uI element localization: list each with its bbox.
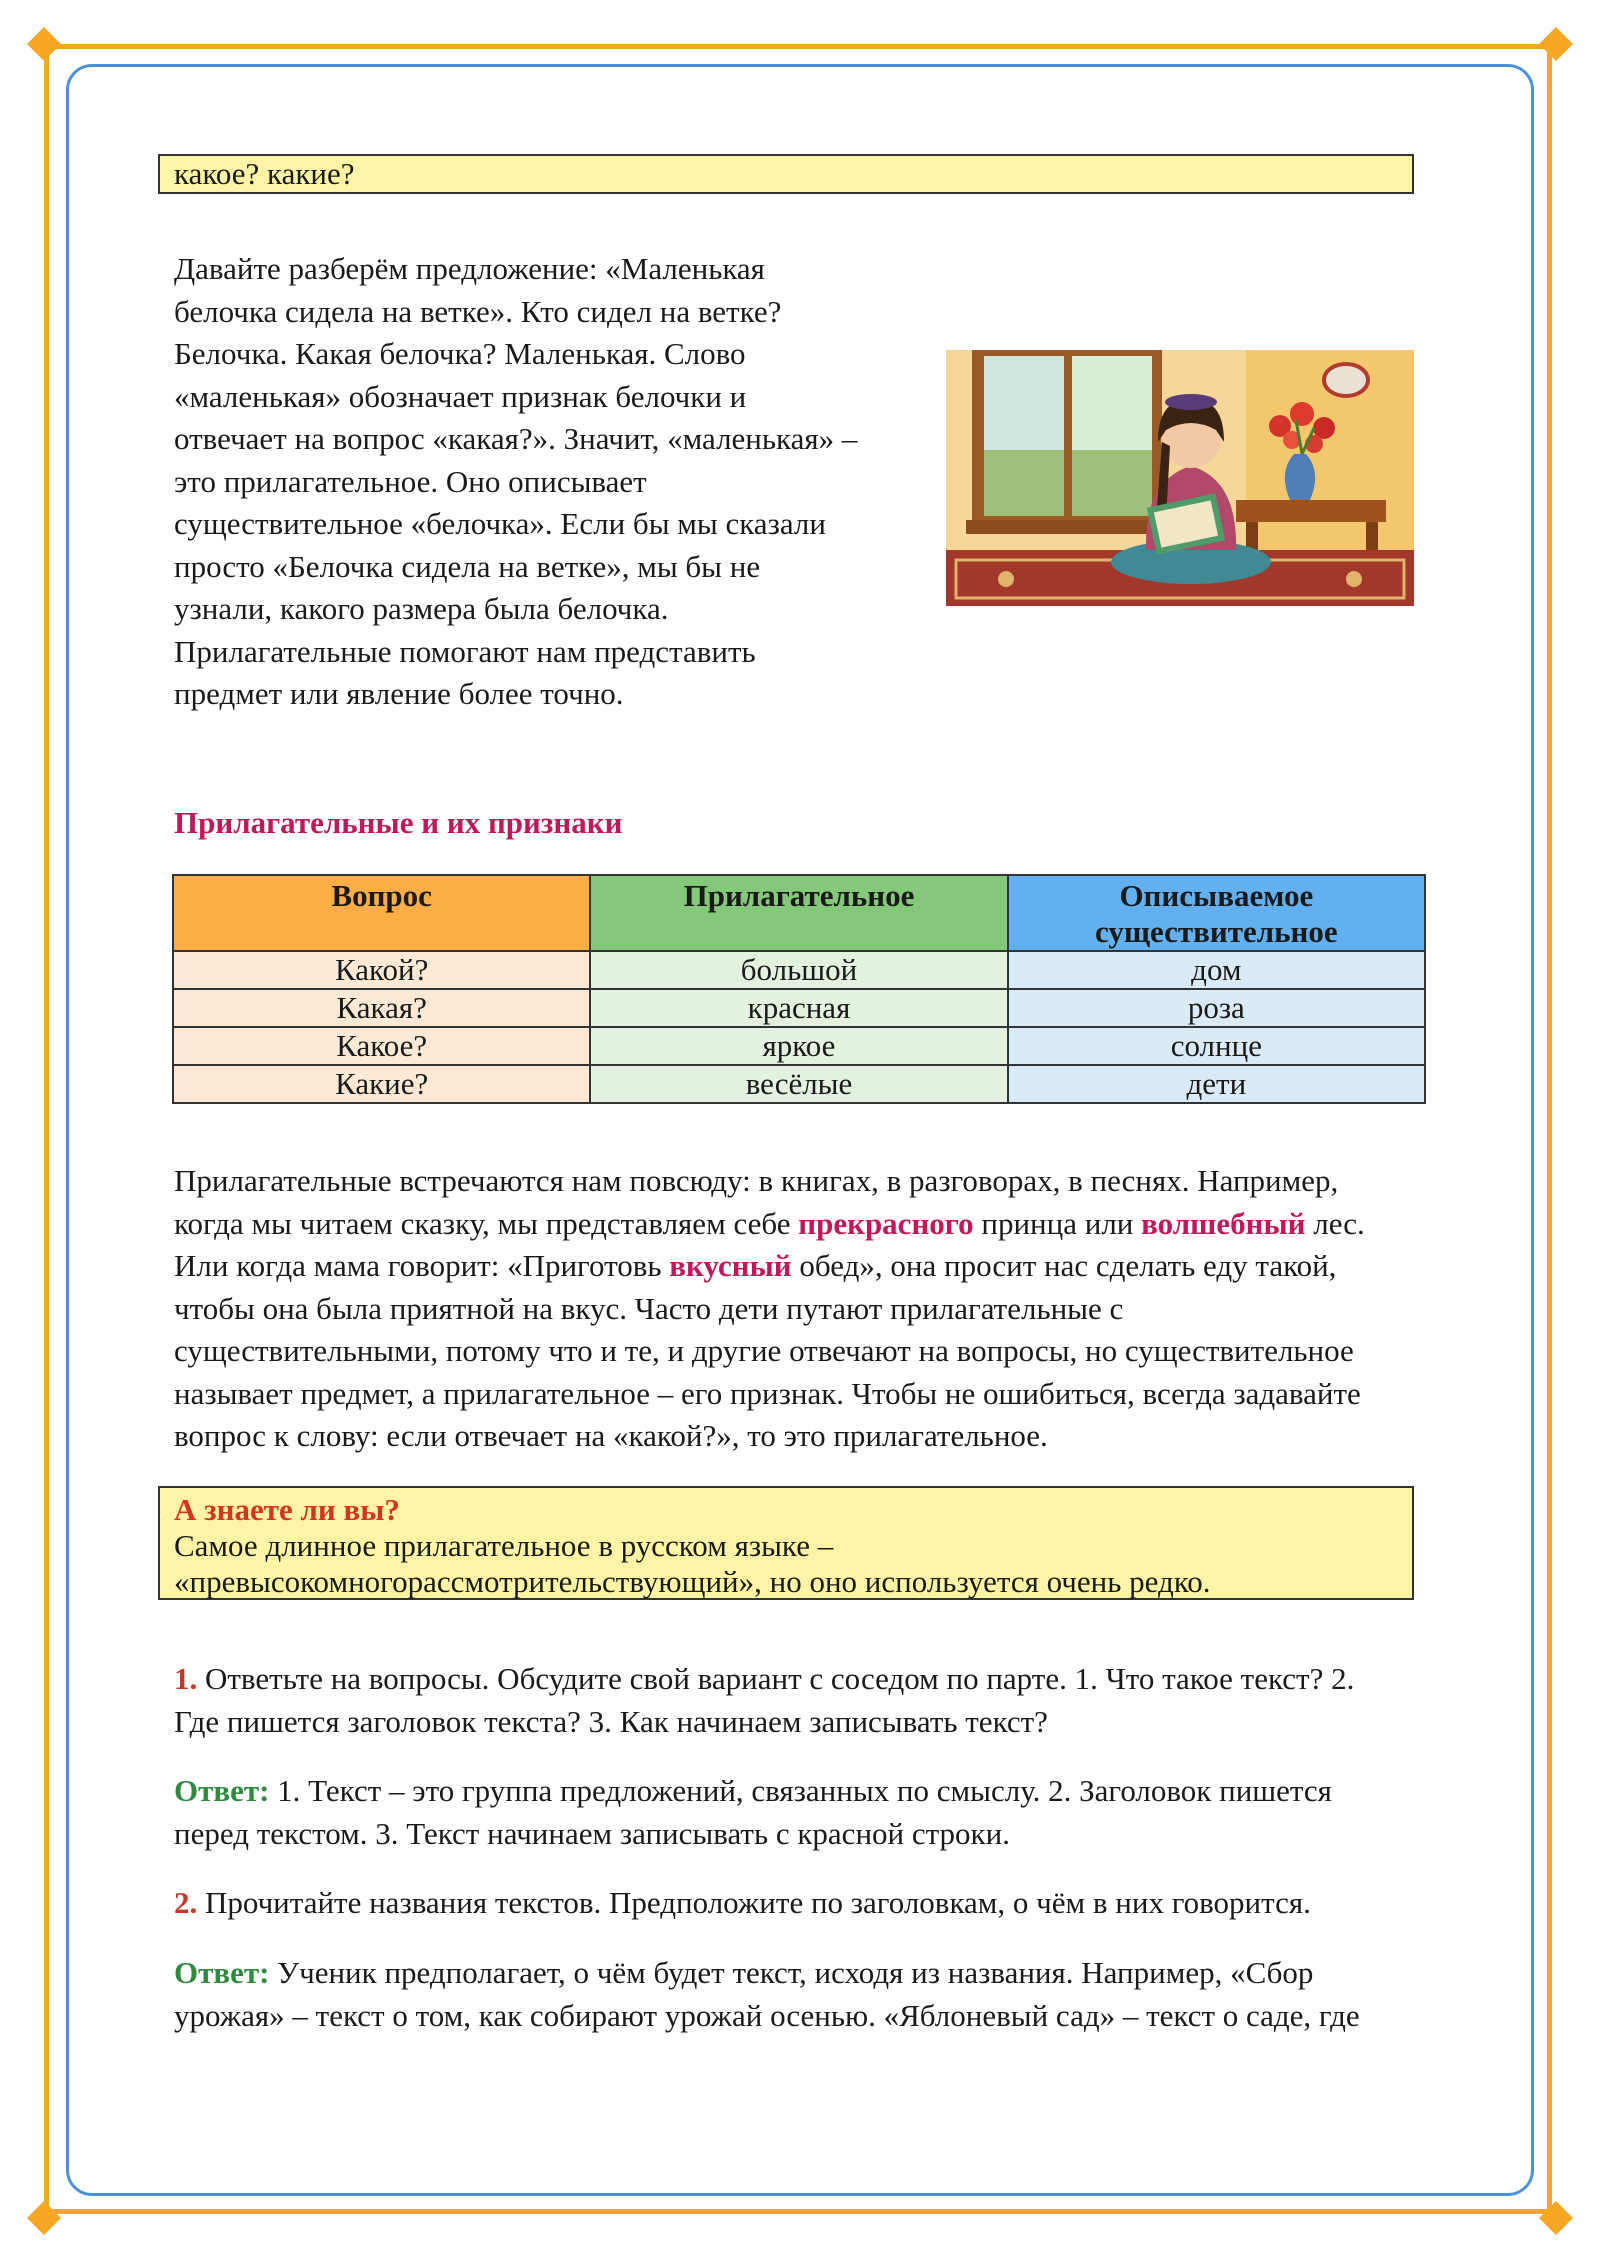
adjectives-table [172,874,1426,1104]
table-cell: красная [590,989,1007,1027]
intro-paragraph [174,248,934,716]
did-you-know-line: «превысокомногорассмотрительствующий», но оно используется очень редко. [174,1564,1211,1599]
table-cell: дом [1008,951,1425,989]
paragraph-text: обед», она просит нас сделать еду такой, [791,1248,1337,1283]
table-cell: дети [1008,1065,1425,1103]
paragraph-text: Или когда мама говорит: «Приготовь [174,1248,670,1283]
table-cell: весёлые [590,1065,1007,1103]
table-cell: Какие? [173,1065,590,1103]
task-text: Ответьте на вопросы. Обсудите свой вариант с соседом по парте. 1. Что такое текст? 2. [197,1661,1355,1696]
answer-1 [174,1770,1434,1855]
table-row [173,1065,1425,1103]
intro-line: просто «Белочка сидела на ветке», мы бы не [174,548,761,584]
table-header-question: Вопрос [173,875,590,951]
task-number: 2. [174,1885,198,1920]
intro-line: существительное «белочка». Если бы мы сказали [174,506,826,541]
did-you-know-title: А знаете ли вы? [174,1492,400,1527]
table-row [173,989,1425,1027]
girl-reading-illustration [946,350,1414,606]
intro-line: Белочка. Какая белочка? Маленькая. Слово [174,336,746,371]
table-cell: Какая? [173,989,590,1027]
usage-paragraph [174,1160,1434,1458]
task-line: Где пишется заголовок текста? 3. Как начинаем записывать текст? [174,1703,1048,1739]
table-cell: солнце [1008,1027,1425,1065]
intro-line: это прилагательное. Оно описывает [174,463,647,499]
answer-line [174,1770,1434,1813]
answer-line: урожая» – текст о том, как собирают урожай осенью. «Яблоневый сад» – текст о саде, где [174,1997,1360,2033]
answer-text: 1. Текст – это группа предложений, связанных по смыслу. 2. Заголовок пишется [269,1773,1332,1808]
intro-line: Давайте разберём предложение: «Маленькая [174,251,765,286]
intro-line: узнали, какого размера была белочка. [174,591,669,626]
section-title: Прилагательные и их признаки [174,805,623,840]
task-line [174,1882,1434,1925]
paragraph-text: когда мы читаем сказку, мы представляем себе [174,1205,799,1241]
intro-line: предмет или явление более точно. [174,676,624,711]
table-cell: большой [590,951,1007,989]
highlighted-adjective: волшебный [1141,1205,1306,1241]
answer-line: перед текстом. 3. Текст начинаем записывать с красной строки. [174,1815,1010,1851]
highlighted-adjective: прекрасного [798,1205,974,1241]
task-text: Прочитайте названия текстов. Предположите по заголовкам, о чём в них говорится. [197,1885,1311,1920]
adjectives-table-grid [172,874,1426,1104]
task-2 [174,1882,1434,1925]
paragraph-line [174,1245,1434,1288]
answer-2 [174,1952,1434,2037]
paragraph-line: Прилагательные встречаются нам повсюду: в книгах, в разговорах, в песнях. Например, [174,1163,1339,1198]
task-number: 1. [174,1661,198,1696]
answer-line [174,1952,1434,1995]
table-header-noun: Описываемое существительное [1008,875,1425,951]
table-row [173,1027,1425,1065]
table-cell: роза [1008,989,1425,1027]
table-header-adjective: Прилагательное [590,875,1007,951]
paragraph-line [174,1203,1434,1246]
did-you-know-box [158,1486,1414,1600]
top-highlight-text: какое? какие? [174,156,355,191]
highlighted-adjective: вкусный [669,1248,792,1283]
task-line [174,1658,1434,1701]
top-highlight-box [158,154,1414,194]
intro-line: отвечает на вопрос «какая?». Значит, «маленькая» – [174,421,858,456]
did-you-know-line: Самое длинное прилагательное в русском языке – [174,1528,834,1563]
answer-text: Ученик предполагает, о чём будет текст, исходя из названия. Например, «Сбор [269,1955,1314,1990]
intro-line: «маленькая» обозначает признак белочки и [174,378,747,414]
intro-line: белочка сидела на ветке». Кто сидел на ветке? [174,293,782,329]
paragraph-line: называет предмет, а прилагательное – его признак. Чтобы не ошибиться, всегда задавайте [174,1375,1361,1411]
paragraph-text: принца или [973,1205,1142,1241]
paragraph-line: чтобы она была приятной на вкус. Часто дети путают прилагательные с [174,1290,1124,1326]
paragraph-line: вопрос к слову: если отвечает на «какой?», то это прилагательное. [174,1418,1048,1453]
table-cell: яркое [590,1027,1007,1065]
table-cell: Какое? [173,1027,590,1065]
answer-label: Ответ: [174,1955,270,1990]
answer-label: Ответ: [174,1773,270,1808]
table-row [173,951,1425,989]
paragraph-text: лес. [1305,1205,1365,1241]
paragraph-line: существительными, потому что и те, и другие отвечают на вопросы, но существительное [174,1333,1354,1368]
table-cell: Какой? [173,951,590,989]
task-1 [174,1658,1434,1743]
intro-line: Прилагательные помогают нам представить [174,633,756,669]
